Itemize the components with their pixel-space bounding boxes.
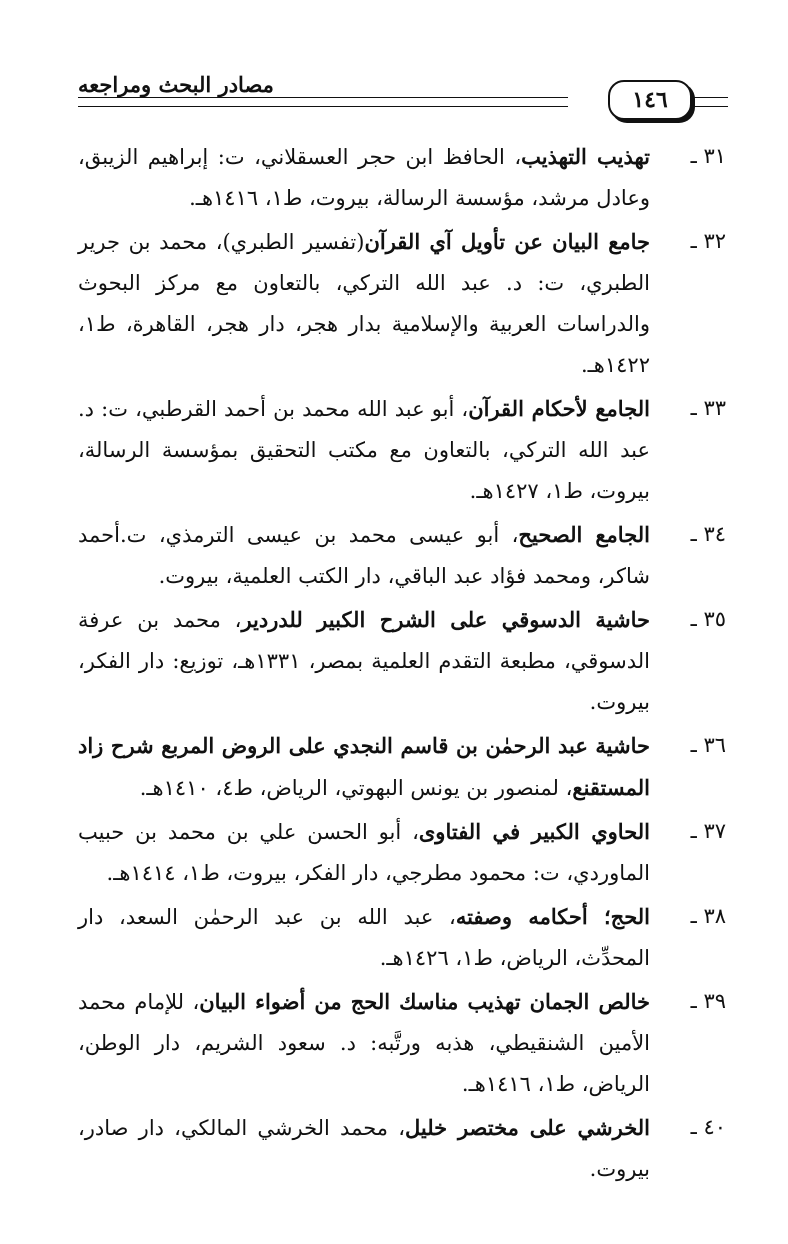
header-rule-upper (78, 97, 568, 98)
bibliography-entry (78, 811, 726, 894)
entry-details: ، محمد الخرشي المالكي، دار صادر، بيروت. (78, 1116, 650, 1181)
bibliography-entry (78, 981, 726, 1105)
bibliography-entry (78, 514, 726, 597)
entry-title: الجامع الصحيح (518, 522, 650, 547)
entry-details: ، لمنصور بن يونس البهوتي، الرياض، ط٤، ١٤١٠هـ. (139, 776, 573, 800)
bibliography-entry (78, 136, 726, 219)
entry-details: ، أبو الحسن علي بن محمد بن حبيب الماوردي، ت: محمود مطرجي، دار الفكر، بيروت، ط١، ١٤١٤هـ. (78, 820, 650, 885)
entry-title: خالص الجمان تهذيب مناسك الحج من أضواء البيان (199, 989, 650, 1014)
entry-number: ٣٥ ـ (690, 607, 726, 631)
entry-title: الخرشي على مختصر خليل (404, 1115, 650, 1140)
bibliography-list (78, 136, 726, 1192)
bibliography-entry (78, 725, 726, 809)
bibliography-entry (78, 896, 726, 979)
entry-number: ٣٧ ـ (690, 819, 726, 843)
entry-details: ، أبو عيسى محمد بن عيسى الترمذي، ت.أحمد شاكر، ومحمد فؤاد عبد الباقي، دار الكتب العلمية، بيروت. (78, 523, 650, 588)
entry-details: ، أبو عبد الله محمد بن أحمد القرطبي، ت: د. عبد الله التركي، بالتعاون مع مكتب التحقيق بمؤسسة الرسالة، بيروت، ط١، ١٤٢٧هـ. (78, 397, 650, 503)
entry-number: ٤٠ ـ (690, 1115, 726, 1139)
running-title: مصادر البحث ومراجعه (78, 72, 274, 97)
entry-details: ، عبد الله بن عبد الرحمٰن السعد، دار المحدِّث، الرياض، ط١، ١٤٢٦هـ. (78, 905, 650, 970)
entry-title: الحاوي الكبير في الفتاوى (418, 819, 650, 844)
header-rule-short-lower (694, 106, 728, 107)
entry-number: ٣٤ ـ (690, 522, 726, 546)
entry-number: ٣٨ ـ (690, 904, 726, 928)
entry-number: ٣٩ ـ (690, 989, 726, 1013)
entry-title: جامع البيان عن تأويل آي القرآن (364, 229, 650, 254)
entry-title: حاشية الدسوقي على الشرح الكبير للدردير (241, 607, 650, 632)
entry-details: ، الحافظ ابن حجر العسقلاني، ت: إبراهيم الزيبق، وعادل مرشد، مؤسسة الرسالة، بيروت، ط١، ١٤١٦هـ. (78, 145, 650, 210)
bibliography-entry (78, 599, 726, 723)
header-rule-lower (78, 106, 568, 107)
page-number: ١٤٦ (608, 80, 692, 120)
entry-title: الجامع لأحكام القرآن (468, 396, 650, 421)
entry-number: ٣١ ـ (690, 144, 726, 168)
header-rule-short-upper (694, 97, 728, 98)
entry-title: حاشية عبد الرحمٰن بن قاسم النجدي على الروض المربع شرح زاد المستقنع (78, 733, 650, 800)
entry-details: (تفسير الطبري)، محمد بن جرير الطبري، ت: د. عبد الله التركي، بالتعاون مع مركز البحوث والدراسات العربية والإسلامية بدار هجر، دار هجر، القاهرة، ط١، ١٤٢٢هـ. (78, 230, 650, 377)
bibliography-entry (78, 388, 726, 512)
entry-title: تهذيب التهذيب (521, 144, 650, 169)
page-header (78, 70, 726, 132)
entry-number: ٣٣ ـ (690, 396, 726, 420)
entry-number: ٣٦ ـ (690, 733, 726, 757)
bibliography-entry (78, 1107, 726, 1190)
entry-details: ، محمد بن عرفة الدسوقي، مطبعة التقدم العلمية بمصر، ١٣٣١هـ، توزيع: دار الفكر، بيروت. (78, 608, 650, 714)
entry-details: ، للإمام محمد الأمين الشنقيطي، هذبه ورتَّبه: د. سعود الشريم، دار الوطن، الرياض، ط١، ١٤١٦هـ. (78, 990, 650, 1096)
entry-number: ٣٢ ـ (690, 229, 726, 253)
entry-title: الحج؛ أحكامه وصفته (455, 904, 650, 929)
bibliography-entry (78, 221, 726, 386)
